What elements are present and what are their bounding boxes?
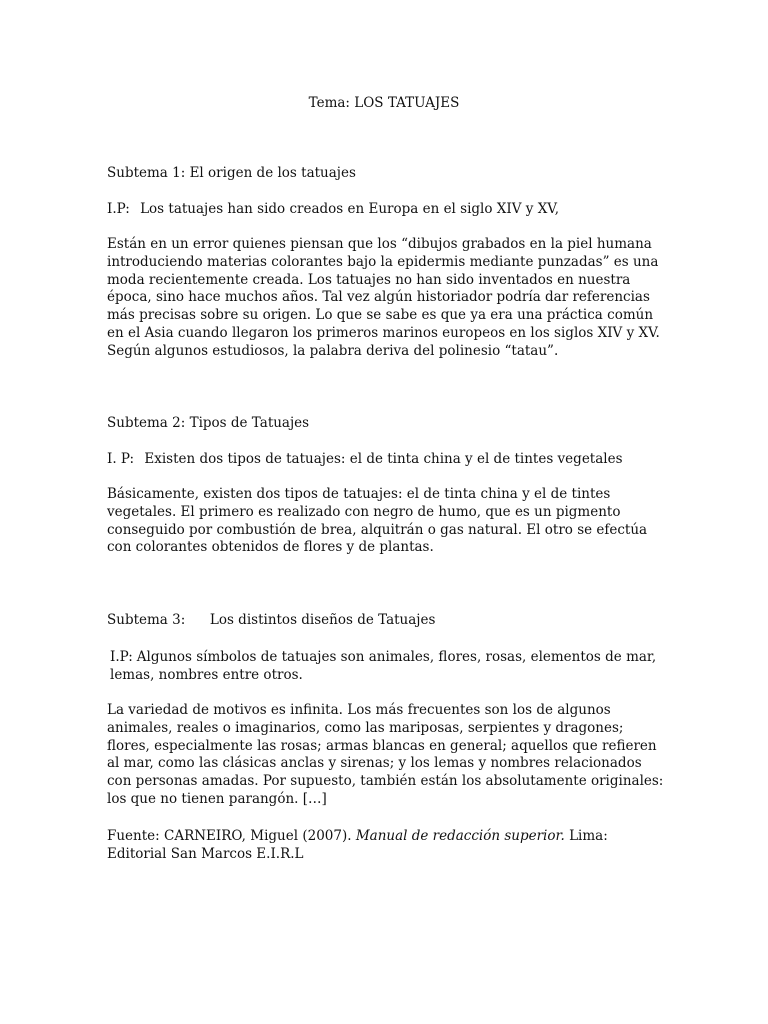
ip-2-label: I. P: bbox=[107, 451, 135, 467]
ip-1-line bbox=[107, 201, 667, 219]
source-prefix: Fuente: CARNEIRO, Miguel (2007). bbox=[107, 828, 352, 844]
source-citation bbox=[107, 828, 667, 864]
ip-2-text: Existen dos tipos de tatuajes: el de tinta china y el de tintes vegetales bbox=[144, 451, 623, 467]
subtheme-3-title: Los distintos diseños de Tatuajes bbox=[209, 612, 436, 628]
ip-3-line bbox=[107, 649, 670, 685]
ip-1-text: Los tatuajes han sido creados en Europa en el siglo XIV y XV, bbox=[140, 201, 559, 217]
ip-3-label: I.P: bbox=[110, 649, 133, 665]
source-book-title: Manual de redacción superior. bbox=[355, 828, 565, 844]
paragraph-3: La variedad de motivos es infinita. Los más frecuentes son los de algunos animales, reales o imaginarios, como las mariposas, serpientes y dragones; flores, especialmente las rosas; armas blancas en general; aquellos que refieren al mar, como las clásicas anclas y sirenas; y los lemas y nombres relacionados con personas amadas. Por supuesto, también están los absolutamente originales: los que no tienen parangón. […] bbox=[107, 702, 664, 807]
subtheme-2-title: Tipos de Tatuajes bbox=[189, 415, 310, 431]
source-suffix: Lima: Editorial San Marcos E.I.R.L bbox=[107, 828, 608, 862]
subtheme-1-label: Subtema 1: bbox=[107, 165, 186, 181]
paragraph-2: Básicamente, existen dos tipos de tatuajes: el de tinta china y el de tintes vegetales. El primero es realizado con negro de humo, que es un pigmento conseguido por combustión de brea, alquitrán o gas natural. El otro se efectúa con colorantes obtenidos de flores y de plantas. bbox=[107, 486, 648, 556]
subtheme-3-label: Subtema 3: bbox=[107, 612, 186, 628]
ip-2-line bbox=[107, 451, 667, 469]
ip-3-text: Algunos símbolos de tatuajes son animales, flores, rosas, elementos de mar, lemas, nombres entre otros. bbox=[110, 649, 657, 683]
subtheme-2-label: Subtema 2: bbox=[107, 415, 186, 431]
subtheme-1-title: El origen de los tatuajes bbox=[189, 165, 356, 181]
subtheme-3-heading bbox=[107, 612, 667, 630]
subtheme-1-heading bbox=[107, 165, 667, 183]
document-title: Tema: LOS TATUAJES bbox=[308, 95, 460, 111]
ip-1-label: I.P: bbox=[107, 201, 130, 217]
subtheme-2-heading bbox=[107, 415, 667, 433]
paragraph-1: Están en un error quienes piensan que los “dibujos grabados en la piel humana introduciendo materias colorantes bajo la epidermis mediante punzadas” es una moda recientemente creada. Los tatuajes no han sido inventados en nuestra época, sino hace muchos años. Tal vez algún historiador podría dar referencias más precisas sobre su origen. Lo que se sabe es que ya era una práctica común en el Asia cuando llegaron los primeros marinos europeos en los siglos XIV y XV. Según algunos estudiosos, la palabra deriva del polinesio “tatau”. bbox=[107, 236, 660, 359]
